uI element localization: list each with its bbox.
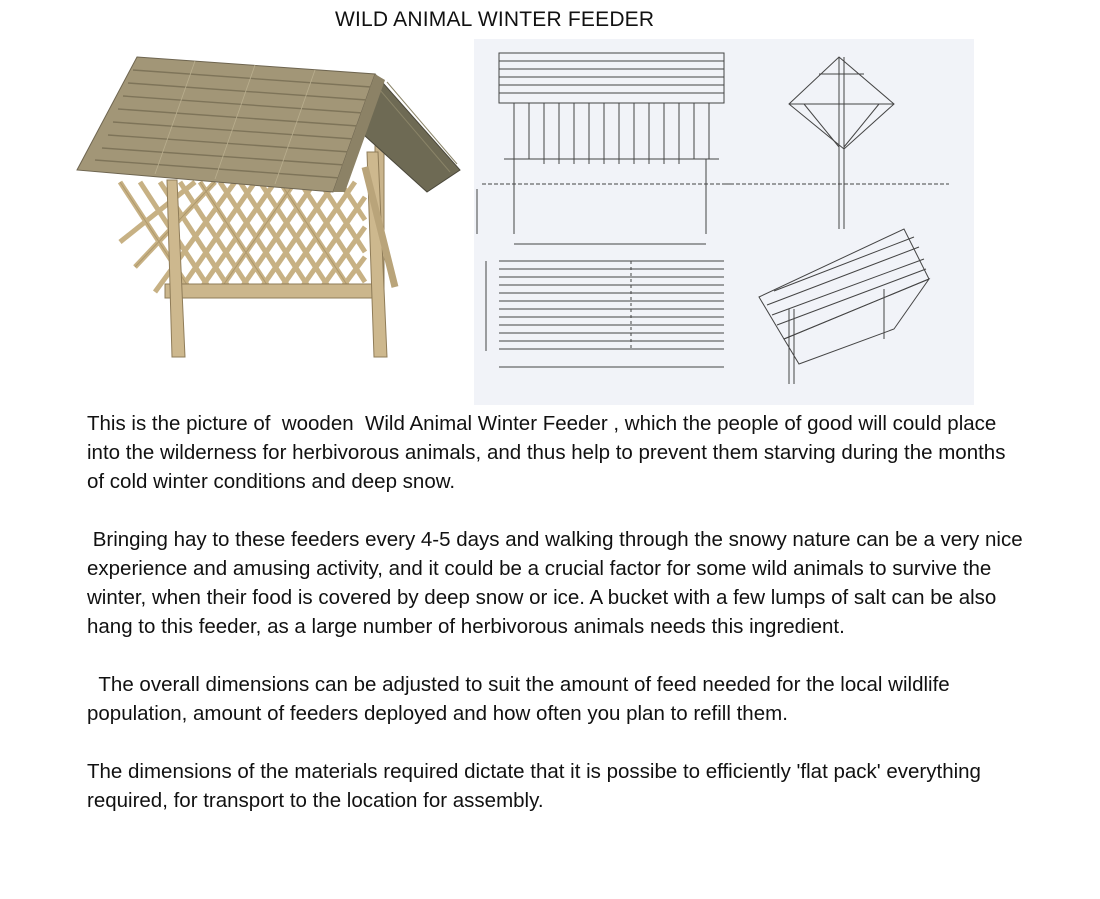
- feeder-technical-drawings: [474, 39, 974, 405]
- paragraph-dimensions: The overall dimensions can be adjusted to suit the amount of feed needed for the local wildlife population, amount of feeders deployed and how often you plan to refill them.: [87, 673, 956, 725]
- description-text: [87, 409, 1027, 844]
- paragraph-intro: This is the picture of wooden Wild Animal Winter Feeder , which the people of good will could place into the wilderness for herbivorous animals, and thus help to prevent them starving during the months of cold winter conditions and deep snow.: [87, 412, 1012, 493]
- page-title: WILD ANIMAL WINTER FEEDER: [335, 8, 655, 31]
- paragraph-hay: Bringing hay to these feeders every 4-5 days and walking through the snowy nature can be a very nice experience and amusing activity, and it could be a crucial factor for some wild animals to survive the winter, when their food is covered by deep snow or ice. A bucket with a few lumps of salt can be also hang to this feeder, as a large number of herbivorous animals needs this ingredient.: [87, 528, 1029, 638]
- paragraph-flat-pack: The dimensions of the materials required dictate that it is possibe to efficiently 'flat pack' everything required, for transport to the location for assembly.: [87, 760, 987, 812]
- feeder-render-image: [75, 52, 467, 362]
